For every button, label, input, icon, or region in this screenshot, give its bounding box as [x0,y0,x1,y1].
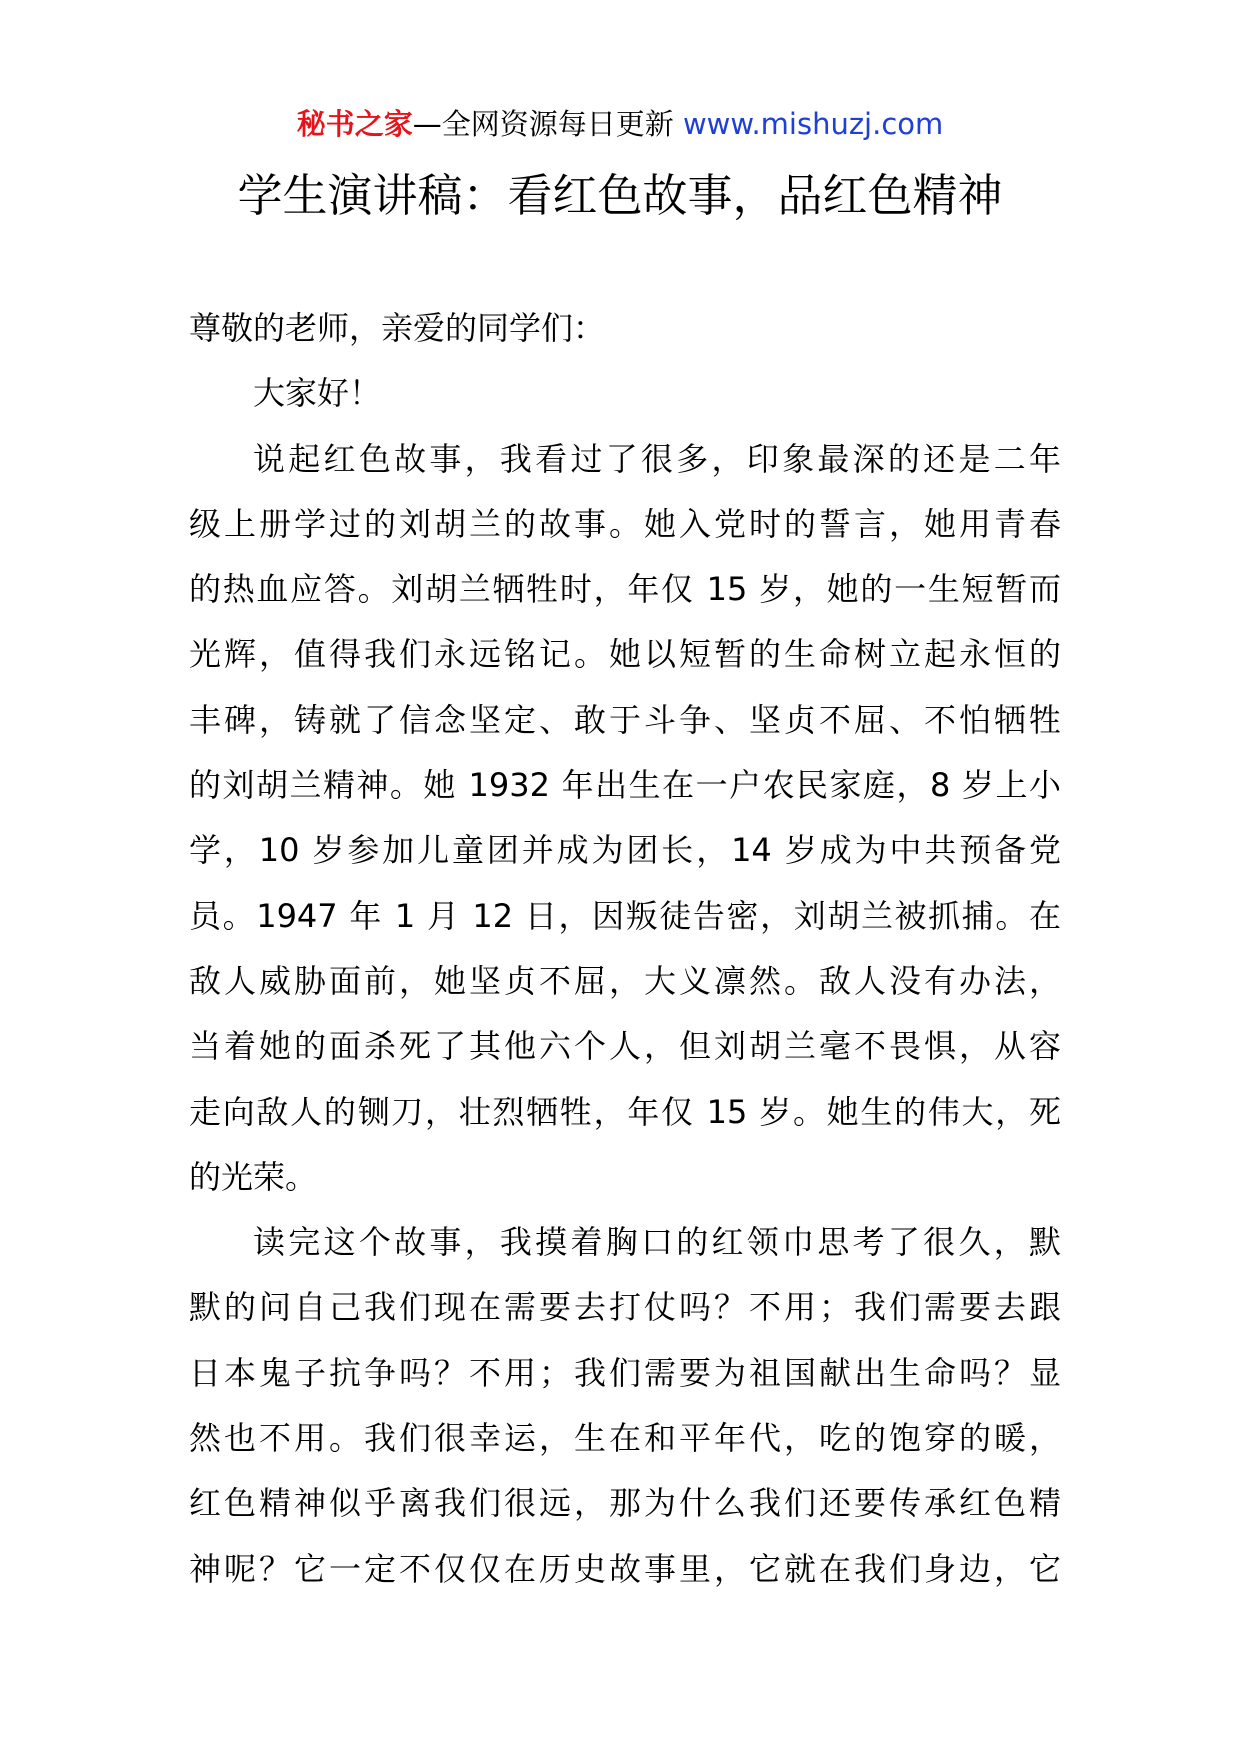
text-line: 丰碑，铸就了信念坚定、敢于斗争、坚贞不屈、不怕牺牲 [189,700,1061,739]
text-line: 员。1947 年 1 月 12 日，因叛徒告密，刘胡兰被抓捕。在 [189,896,1061,935]
text-line: 读完这个故事，我摸着胸口的红领巾思考了很久，默 [253,1223,1061,1262]
site-brand: 秘书之家 [296,107,413,141]
text-line: 走向敌人的铡刀，壮烈牺牲，年仅 15 岁。她生的伟大，死 [189,1092,1061,1131]
text-line: 大家好！ [253,374,382,413]
text-line: 敌人威胁面前，她坚贞不屈，大义凛然。敌人没有办法， [189,961,1061,1000]
text-line: 说起红色故事，我看过了很多，印象最深的还是二年 [253,439,1061,478]
text-line: 的热血应答。刘胡兰牺牲时，年仅 15 岁，她的一生短暂而 [189,570,1061,609]
text-line: 日本鬼子抗争吗？不用；我们需要为祖国献出生命吗？显 [189,1353,1061,1392]
site-slogan: —全网资源每日更新 [412,107,683,141]
site-header [0,104,1240,144]
text-line: 神呢？它一定不仅仅在历史故事里，它就在我们身边，它 [189,1549,1061,1588]
text-line: 红色精神似乎离我们很远，那为什么我们还要传承红色精 [189,1484,1061,1523]
text-line: 然也不用。我们很幸运，生在和平年代，吃的饱穿的暖， [189,1419,1061,1458]
text-line: 学，10 岁参加儿童团并成为团长，14 岁成为中共预备党 [189,831,1061,870]
text-line: 的刘胡兰精神。她 1932 年出生在一户农民家庭，8 岁上小 [189,766,1061,805]
text-line: 级上册学过的刘胡兰的故事。她入党时的誓言，她用青春 [189,504,1061,543]
text-line: 默的问自己我们现在需要去打仗吗？不用；我们需要去跟 [189,1288,1061,1327]
text-line: 光辉，值得我们永远铭记。她以短暂的生命树立起永恒的 [189,635,1061,674]
site-url-link[interactable]: www.mishuzj.com [682,107,944,141]
speech-body [189,296,1061,1602]
text-line: 当着她的面杀死了其他六个人，但刘胡兰毫不畏惧，从容 [189,1027,1061,1066]
text-line: 尊敬的老师，亲爱的同学们： [189,309,606,347]
document-title: 学生演讲稿：看红色故事，品红色精神 [237,169,1003,222]
text-line: 的光荣。 [189,1157,318,1196]
